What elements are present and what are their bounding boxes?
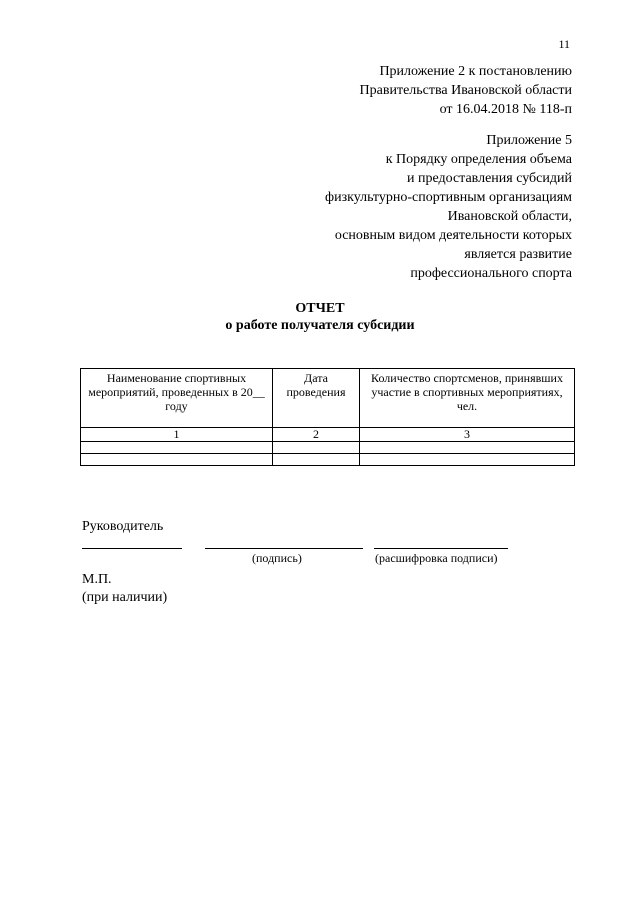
report-title-block [0, 300, 640, 334]
signature-role: Руководитель [82, 519, 164, 534]
signature-caption: (подпись) [252, 551, 302, 565]
table-row [81, 454, 575, 466]
appendix-sub-line: основным видом деятельности которых [334, 228, 572, 243]
appendix-main-line: Правительства Ивановской области [359, 83, 572, 98]
appendix-sub-line: профессионального спорта [410, 266, 572, 281]
table-cell[interactable] [81, 454, 273, 466]
appendix-sub-line: является развитие [464, 247, 572, 262]
appendix-main-block [360, 62, 572, 119]
table-cell[interactable] [81, 442, 273, 454]
appendix-sub-block [325, 131, 572, 283]
report-title: ОТЧЕТ [295, 301, 345, 316]
column-number-cell: 3 [360, 428, 575, 442]
stamp-label: М.П. [82, 572, 112, 587]
table-number-row [81, 428, 575, 442]
appendix-sub-line: и предоставления субсидий [406, 171, 572, 186]
column-number-cell: 2 [273, 428, 360, 442]
table-cell[interactable] [360, 442, 575, 454]
page-number: 11 [558, 37, 570, 51]
table-cell[interactable] [360, 454, 575, 466]
name-line[interactable] [374, 548, 508, 549]
column-number-cell: 1 [81, 428, 273, 442]
appendix-main-line: Приложение 2 к постановлению [379, 64, 572, 79]
stamp-note [82, 571, 167, 607]
appendix-sub-line: к Порядку определения объема [385, 152, 572, 167]
report-subtitle: о работе получателя субсидии [225, 318, 415, 333]
position-line[interactable] [82, 548, 182, 549]
name-caption: (расшифровка подписи) [375, 551, 498, 565]
header-cell-events: Наименование спортивных мероприятий, проведенных в 20__ году [81, 369, 273, 428]
appendix-main-line: от 16.04.2018 № 118-п [439, 102, 572, 117]
header-cell-date: Дата проведения [273, 369, 360, 428]
table-cell[interactable] [273, 454, 360, 466]
header-cell-athletes: Количество спортсменов, принявших участие в спортивных мероприятиях, чел. [360, 369, 575, 428]
table-header-row [81, 369, 575, 428]
appendix-sub-line: Ивановской области, [447, 209, 572, 224]
table-cell[interactable] [273, 442, 360, 454]
stamp-condition: (при наличии) [82, 590, 168, 605]
appendix-sub-line: физкультурно-спортивным организациям [325, 190, 572, 205]
report-table [80, 368, 575, 466]
table-row [81, 442, 575, 454]
appendix-sub-line: Приложение 5 [486, 133, 572, 148]
signature-line[interactable] [205, 548, 363, 549]
